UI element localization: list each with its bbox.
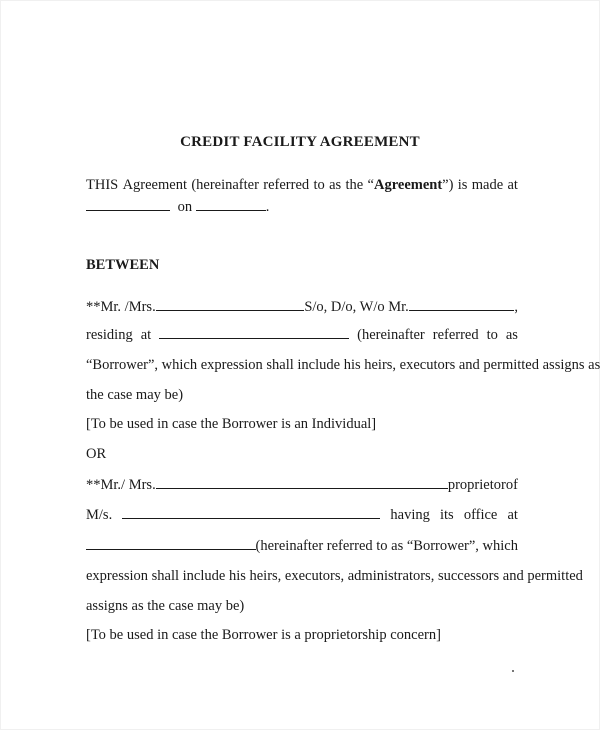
page-mark [512,670,514,672]
comma: , [514,299,518,315]
proprietor-line-2 [86,506,518,524]
its-word: its [440,507,454,523]
place-blank[interactable] [86,198,170,211]
date-blank[interactable] [196,198,266,211]
at-word: at [140,327,152,343]
on-word: on [177,199,193,215]
proprietor-line-1 [86,476,518,494]
intro-line-1 [86,176,518,194]
between-heading: BETWEEN [86,257,160,273]
office-word: office [463,507,498,523]
intro-word: as [329,177,342,193]
at-word: at [507,507,518,523]
hereinafter-word: (hereinafter [357,327,425,343]
agreement-term-bold: Agreement [373,177,443,193]
intro-word: at [507,177,518,193]
intro-word: is [457,177,468,193]
agreement-term [368,176,454,194]
of-word: of [505,477,518,493]
proprietor-line-3 [86,537,518,555]
proprietor-word: proprietor [447,477,506,493]
individual-prefix: **Mr. /Mrs. [86,299,156,315]
individual-line-1 [86,298,518,316]
proprietor-line-4: expression shall include his heirs, executors, administrators, successors and permitted [86,568,583,584]
firm-name-blank[interactable] [122,506,380,519]
intro-line-2 [86,198,518,216]
borrower-name-blank[interactable] [156,298,305,311]
intro-word: made [471,177,504,193]
or-separator: OR [86,446,107,462]
residing-word: residing [86,327,133,343]
document-title: CREDIT FACILITY AGREEMENT [180,134,420,150]
office-address-blank[interactable] [86,537,256,550]
intro-word: to [313,177,325,193]
individual-line-2 [86,326,518,344]
hereinafter-text: (hereinafter referred to as “Borrower”, which [255,538,518,554]
individual-note: [To be used in case the Borrower is an Individual] [86,416,377,432]
intro-word: the [345,177,364,193]
address-blank[interactable] [159,326,349,339]
as-word: as [505,327,518,343]
period: . [265,199,270,215]
proprietor-line-5: assigns as the case may be) [86,598,245,614]
referred-word: referred [432,327,479,343]
quote-close: ”) [442,177,454,193]
proprietor-prefix: **Mr./ Mrs. [86,477,156,493]
proprietor-name-blank[interactable] [156,476,448,489]
proprietor-note: [To be used in case the Borrower is a proprietorship concern] [86,627,441,643]
to-word: to [486,327,498,343]
parent-name-blank[interactable] [409,298,515,311]
intro-word: (hereinafter [191,177,259,193]
intro-word: referred [263,177,310,193]
individual-line-3: “Borrower”, which expression shall include his heirs, executors and permitted assigns as [86,357,600,373]
intro-word: Agreement [122,177,187,193]
quote-open: “ [367,177,374,193]
relation-label: S/o, D/o, W/o Mr. [304,299,409,315]
individual-line-4: the case may be) [86,387,184,403]
ms-label: M/s. [86,507,113,523]
having-word: having [390,507,430,523]
intro-word: THIS [86,177,119,193]
